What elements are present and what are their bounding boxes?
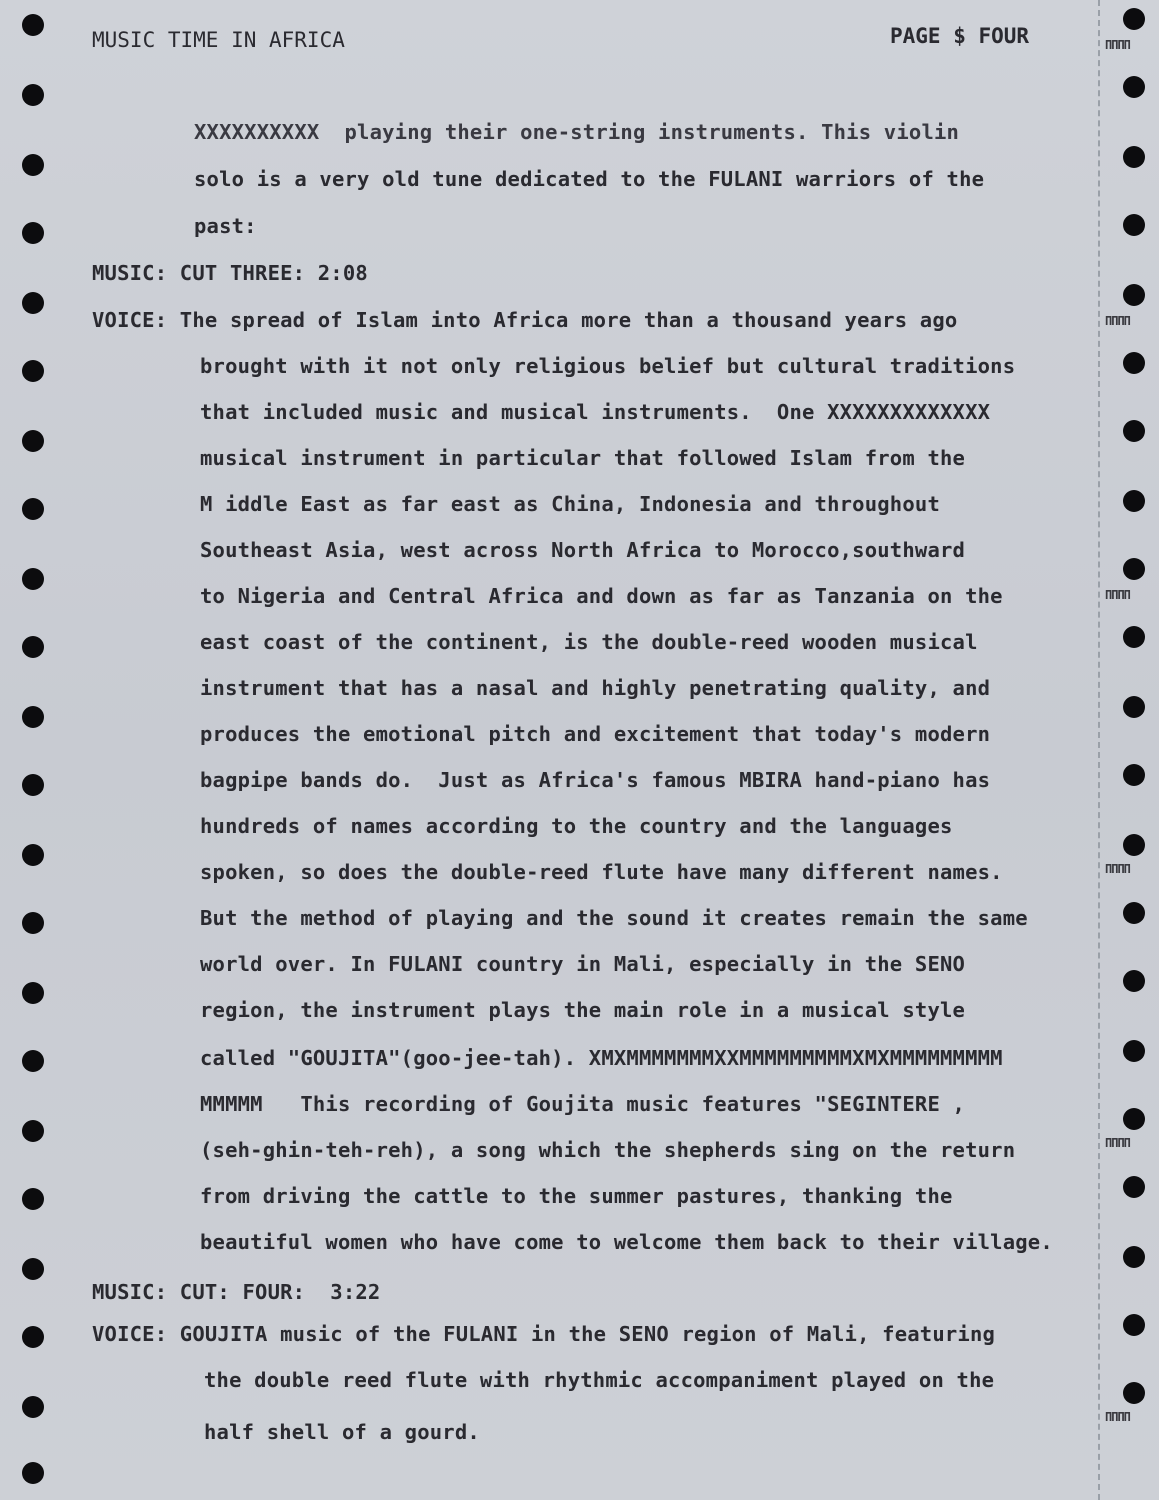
feed-hole-icon (22, 706, 44, 728)
feed-hole-icon (22, 292, 44, 314)
text-line: (seh-ghin-teh-reh), a song which the shepherds sing on the return (200, 1138, 1016, 1162)
voice-line: VOICE: GOUJITA music of the FULANI in the SENO region of Mali, featuring (92, 1322, 996, 1346)
music-cue: MUSIC: CUT THREE: 2:08 (92, 261, 368, 285)
feed-hole-icon (1123, 352, 1145, 374)
text-line: called "GOUJITA"(goo-jee-tah). XMXMMMMMMMXXMMMMMMMMMXMXMMMMMMMMM (200, 1046, 1003, 1070)
text-line: XXXXXXXXXX playing their one-string instruments. This violin (194, 120, 960, 144)
feed-hole-icon (22, 844, 44, 866)
feed-hole-icon (22, 774, 44, 796)
feed-hole-icon (1123, 214, 1145, 236)
feed-hole-icon (1123, 1382, 1145, 1404)
feed-hole-icon (22, 1258, 44, 1280)
feed-hole-icon (22, 360, 44, 382)
text-line: Southeast Asia, west across North Africa to Morocco,southward (200, 538, 966, 562)
feed-hole-icon (1123, 8, 1145, 30)
text-line: hundreds of names according to the country and the languages (200, 814, 953, 838)
page-number: PAGE $ FOUR (890, 24, 1030, 48)
feed-hole-icon (1123, 626, 1145, 648)
text-line: produces the emotional pitch and excitement that today's modern (200, 722, 991, 746)
feed-hole-icon (1123, 76, 1145, 98)
feed-hole-icon (1123, 902, 1145, 924)
text-line: half shell of a gourd. (204, 1420, 480, 1444)
feed-hole-icon (1123, 558, 1145, 580)
feed-hole-icon (22, 222, 44, 244)
feed-hole-icon (22, 568, 44, 590)
music-cue: MUSIC: CUT: FOUR: 3:22 (92, 1280, 381, 1304)
text-line: solo is a very old tune dedicated to the FULANI warriors of the (194, 167, 985, 191)
text-line: past: (194, 214, 257, 238)
text-line: that included music and musical instruments. One XXXXXXXXXXXXX (200, 400, 991, 424)
text-line: M iddle East as far east as China, Indonesia and throughout (200, 492, 940, 516)
text-line: musical instrument in particular that followed Islam from the (200, 446, 966, 470)
feed-hole-icon (1123, 284, 1145, 306)
feed-hole-icon (22, 1188, 44, 1210)
perforation-line (1098, 0, 1100, 1500)
text-line: MMMMM This recording of Goujita music features "SEGINTERE , (200, 1092, 966, 1116)
text-line: But the method of playing and the sound it creates remain the same (200, 906, 1028, 930)
text-line: east coast of the continent, is the double-reed wooden musical (200, 630, 978, 654)
feed-hole-icon (1123, 1176, 1145, 1198)
margin-mark: ΠΠΠΠ (1105, 38, 1130, 52)
feed-hole-icon (1123, 420, 1145, 442)
feed-hole-icon (22, 1050, 44, 1072)
text-line: the double reed flute with rhythmic accompaniment played on the (204, 1368, 995, 1392)
text-line: to Nigeria and Central Africa and down as far as Tanzania on the (200, 584, 1003, 608)
voice-line: VOICE: The spread of Islam into Africa more than a thousand years ago (92, 308, 958, 332)
margin-mark: ΠΠΠΠ (1105, 314, 1130, 328)
feed-hole-icon (22, 1120, 44, 1142)
text-line: beautiful women who have come to welcome them back to their village. (200, 1230, 1053, 1254)
feed-hole-icon (1123, 1314, 1145, 1336)
feed-hole-icon (22, 1396, 44, 1418)
margin-mark: ΠΠΠΠ (1105, 588, 1130, 602)
feed-hole-icon (1123, 696, 1145, 718)
margin-mark: ΠΠΠΠ (1105, 1410, 1130, 1424)
text-line: bagpipe bands do. Just as Africa's famous MBIRA hand-piano has (200, 768, 991, 792)
text-line: region, the instrument plays the main role in a musical style (200, 998, 966, 1022)
feed-hole-icon (22, 982, 44, 1004)
feed-hole-icon (1123, 764, 1145, 786)
feed-hole-icon (22, 154, 44, 176)
feed-hole-icon (22, 912, 44, 934)
feed-hole-icon (1123, 146, 1145, 168)
feed-hole-icon (22, 1462, 44, 1484)
feed-hole-icon (22, 636, 44, 658)
feed-hole-icon (22, 14, 44, 36)
feed-hole-icon (22, 84, 44, 106)
feed-hole-icon (1123, 970, 1145, 992)
page-title: MUSIC TIME IN AFRICA (92, 28, 345, 52)
feed-hole-icon (22, 430, 44, 452)
text-line: brought with it not only religious belief but cultural traditions (200, 354, 1016, 378)
feed-hole-icon (1123, 1040, 1145, 1062)
feed-hole-icon (1123, 1108, 1145, 1130)
feed-hole-icon (1123, 834, 1145, 856)
text-line: spoken, so does the double-reed flute have many different names. (200, 860, 1003, 884)
feed-hole-icon (22, 498, 44, 520)
text-line: from driving the cattle to the summer pastures, thanking the (200, 1184, 953, 1208)
feed-hole-icon (1123, 1246, 1145, 1268)
text-line: world over. In FULANI country in Mali, especially in the SENO (200, 952, 966, 976)
text-line: instrument that has a nasal and highly penetrating quality, and (200, 676, 991, 700)
feed-hole-icon (1123, 490, 1145, 512)
margin-mark: ΠΠΠΠ (1105, 1136, 1130, 1150)
margin-mark: ΠΠΠΠ (1105, 862, 1130, 876)
feed-hole-icon (22, 1326, 44, 1348)
